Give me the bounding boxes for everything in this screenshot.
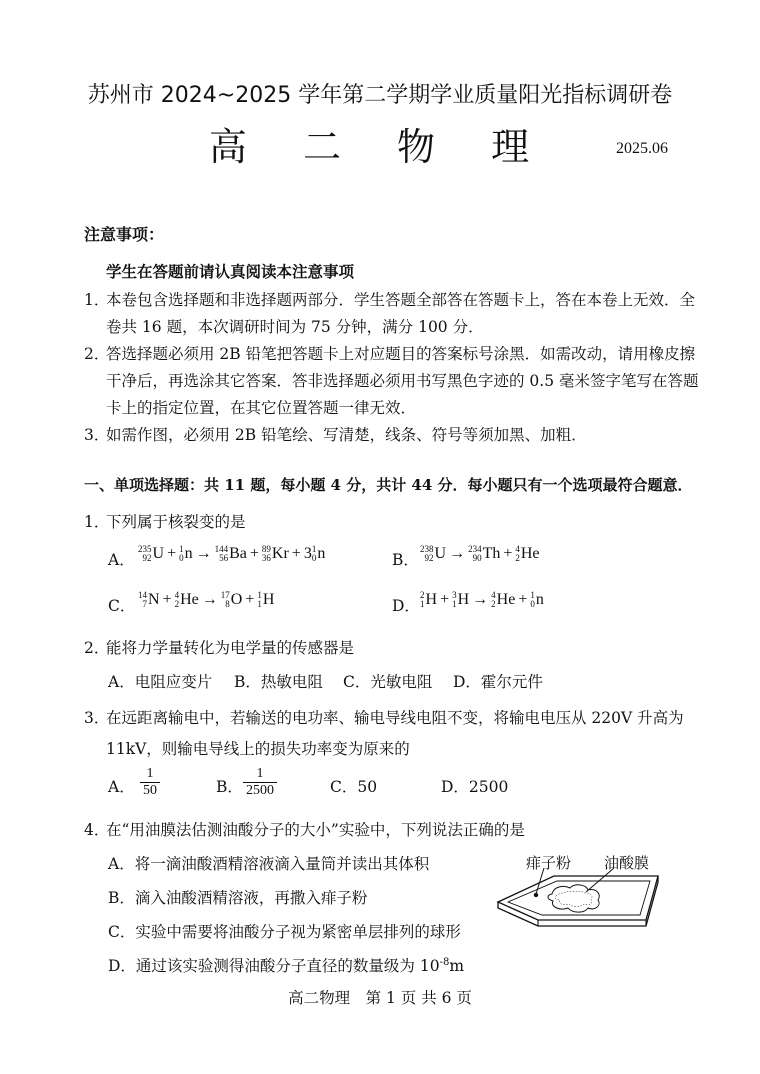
notice-item-2-line: 答选择题必须用 2B 铅笔把答题卡上对应题目的答案标号涂黑．如需改动，请用橡皮擦 [106, 345, 696, 363]
nuclide: 238 92 U [420, 544, 447, 563]
nuclide: 89 36 Kr [261, 544, 289, 563]
notice-item-2-num: 2． [84, 345, 110, 363]
option-c: C．光敏电阻 [343, 673, 433, 691]
nuclide: 4 2 He [515, 544, 540, 563]
equation-b: 238 92 U → 234 90 Th + 4 2 He [420, 544, 540, 563]
question-stem: 能将力学量转化为电学量的传感器是 [106, 639, 355, 657]
equation-c: 14 7 N + 4 2 He → 17 8 O + 1 1 H [138, 590, 275, 609]
option-label-a: A． [108, 778, 135, 796]
option-d: D．霍尔元件 [453, 673, 543, 691]
oil-film-tray-figure [494, 868, 664, 948]
notice-item-1-line: 卷共 16 题，本次调研时间为 75 分钟，满分 100 分． [106, 318, 484, 336]
question-stem: 在“用油膜法估测油酸分子的大小”实验中，下列说法正确的是 [106, 821, 525, 839]
nuclide: 4 2 He [174, 590, 199, 609]
option-a: A．将一滴油酸酒精溶液滴入量筒并读出其体积 [108, 855, 430, 873]
option-a: A．电阻应变片 [108, 673, 213, 691]
question-stem: 在远距离输电中，若输送的电功率、输电导线电阻不变，将输电电压从 220V 升高为 [106, 709, 684, 727]
nuclide: 1 0 n [311, 544, 326, 563]
nuclide: 144 56 Ba [214, 544, 247, 563]
question-number: 1． [84, 513, 110, 531]
notice-item-2-line: 干净后，再选涂其它答案．答非选择题必须用书写黑色字迹的 0.5 毫米签字笔写在答题 [106, 372, 699, 390]
option-label-c: C． [108, 597, 136, 615]
nuclide: 235 92 U [138, 544, 165, 563]
notice-item-1-num: 1． [84, 291, 110, 309]
option-c: C．实验中需要将油酸分子视为紧密单层排列的球形 [108, 923, 461, 941]
nuclide: 1 0 n [530, 590, 544, 609]
nuclide: 234 90 Th [468, 544, 501, 563]
question-stem: 11kV，则输电导线上的损失功率变为原来的 [106, 740, 410, 758]
subject-title: 高 二 物 理 [208, 125, 552, 169]
nuclide: 3 1 H [452, 590, 470, 609]
option-label-b: B． [392, 551, 419, 569]
nuclide: 1 0 n [179, 544, 193, 563]
exam-title: 苏州市 2024~2025 学年第二学期学业质量阳光指标调研卷 [87, 83, 673, 108]
notice-heading: 注意事项： [84, 225, 165, 244]
notice-item-1-line: 本卷包含选择题和非选择题两部分．学生答题全部答在答题卡上，答在本卷上无效．全 [106, 291, 696, 309]
option-d: D．通过该实验测得油酸分子直径的数量级为 $10^{-8}m$ [108, 956, 465, 975]
option-label-d: D． [392, 597, 420, 615]
fraction-a: $\frac{1}{50}$ [140, 766, 160, 799]
option-b: B．热敏电阻 [234, 673, 323, 691]
option-b: B．滴入油酸酒精溶液，再撒入痱子粉 [108, 889, 368, 907]
section-heading: 一、单项选择题：共 11 题，每小题 4 分，共计 44 分．每小题只有一个选项最符合题意． [84, 476, 693, 494]
figure-label-film: 油酸膜 [604, 854, 650, 872]
notice-item-3-num: 3． [84, 426, 110, 444]
notice-item-2-line: 卡上的指定位置，在其它位置答题一律无效． [106, 399, 417, 417]
option-d: D．2500 [441, 778, 509, 796]
equation-d: 2 1 H + 3 1 H → 4 2 He + 1 0 n [420, 590, 544, 609]
equation-a: 235 92 U + 1 0 n → 144 56 Ba + 89 36 Kr + 3 1 0 n [138, 544, 326, 563]
question-number: 4． [84, 821, 110, 839]
page-footer: 高二物理 第 1 页 共 6 页 [288, 989, 472, 1007]
fraction-b: $\frac{1}{2500}$ [243, 766, 277, 799]
notice-item-3-line: 如需作图，必须用 2B 铅笔绘、写清楚，线条、符号等须加黑、加粗． [106, 426, 587, 444]
nuclide: 1 1 H [257, 590, 275, 609]
option-label-a: A． [108, 551, 135, 569]
option-c: C．50 [330, 778, 378, 796]
question-stem: 下列属于核裂变的是 [106, 513, 246, 531]
question-number: 2． [84, 639, 110, 657]
exam-date: 2025.06 [616, 140, 668, 157]
nuclide: 17 8 O [220, 590, 243, 609]
question-number: 3． [84, 709, 110, 727]
nuclide: 2 1 H [420, 590, 438, 609]
nuclide: 4 2 He [491, 590, 516, 609]
figure-label-powder: 痱子粉 [526, 854, 572, 872]
option-label-b: B． [216, 778, 243, 796]
notice-subheading: 学生在答题前请认真阅读本注意事项 [106, 262, 355, 281]
nuclide: 14 7 N [138, 590, 160, 609]
